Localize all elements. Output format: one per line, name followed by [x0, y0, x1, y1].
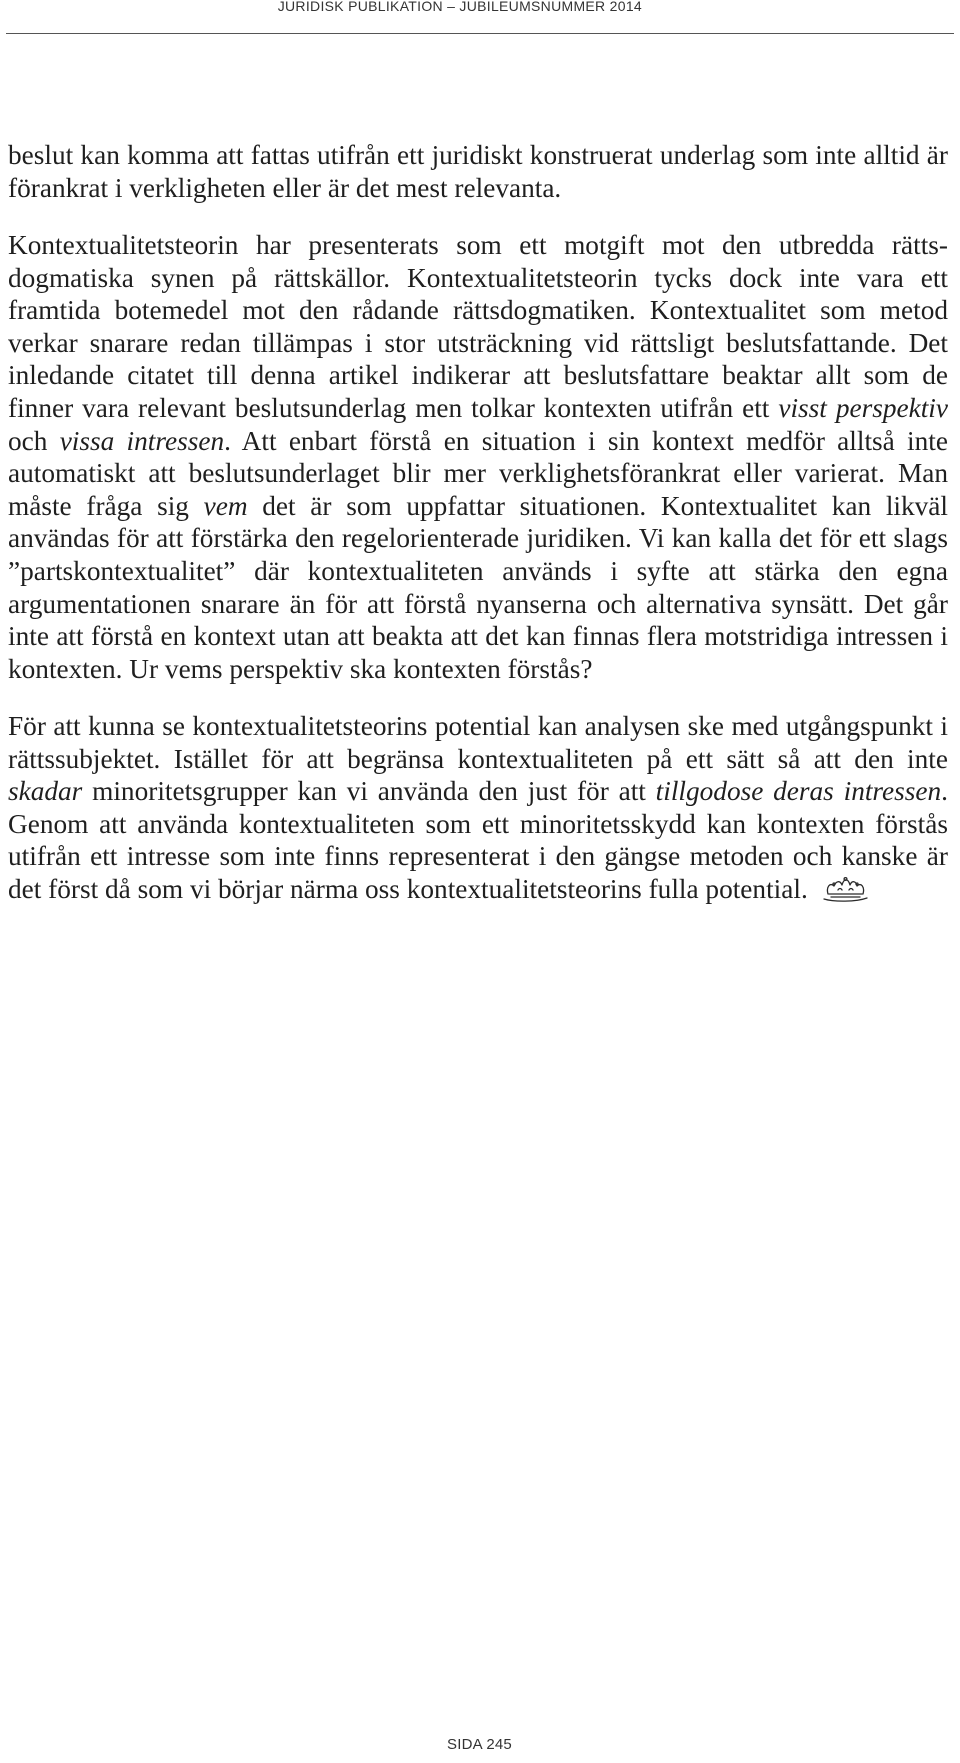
paragraph-text: minoritetsgrupper kan vi använda den just för att: [82, 776, 656, 807]
italic-phrase: vem: [203, 490, 248, 521]
page-number: SIDA 245: [447, 1736, 512, 1753]
paragraph-text: och: [8, 425, 60, 456]
publication-title: JURIDISK PUBLIKATION – JUBILEUMSNUMMER 2014: [277, 0, 642, 14]
italic-phrase: tillgodose deras intressen: [655, 776, 942, 807]
paragraph-text: . Att enbart förstå en situation i sin kontext medför alltså inte automatiskt att beslutsunderlaget blir mer verklighetsförankrat eller varierat. Man måste fråga sig: [8, 425, 948, 521]
italic-phrase: vissa intressen: [59, 425, 225, 456]
paragraph-text: För att kunna se kontextualitetsteorins potential kan analysen ske med utgångspunkt i rättssubjektet. Istället för att begränsa kontextualiteten på ett sätt så att den inte: [8, 711, 948, 774]
paragraph-text: Kontextualitetsteorin har presenterats som ett motgift mot den utbredda rättsdogmatiska synen på rättskällor. Kontextualitetsteorin tycks dock inte vara ett framtida botemedel mot den rådande rättsdogmatiken. Kontextualitet som metod verkar snarare redan tillämpas i stor utsträckning vid rättsligt beslutsfattande. Det inledande citatet till denna artikel indikerar att beslutsfattare beaktar allt som de finner vara relevant beslutsunderlag men tolkar kontexten utifrån ett: [8, 230, 948, 423]
italic-phrase: skadar: [8, 776, 83, 807]
page-footer: [0, 1736, 960, 1763]
italic-phrase: visst perspektiv: [778, 392, 948, 423]
header-divider: [6, 33, 954, 34]
article-paragraph-1: [8, 139, 948, 204]
paragraph-text: beslut kan komma att fattas utifrån ett juridiskt konstruerat underlag som inte alltid är förankrat i verkligheten eller är det mest relevanta.: [8, 140, 948, 203]
paragraph-text: det är som uppfattar situationen. Kontextualitet kan likväl användas för att förstärka den regelorienterade juridiken. Vi kan kalla det för ett slags ”partskontextualitet” där kontextualiteten används i syfte att stärka den egna argumentationen snarare än för att förstå nyanserna och alternativa synsätt. Det går inte att förstå en kontext utan att beakta att det kan finnas flera motstridiga intressen i kontexten. Ur vems perspektiv ska kontexten förstås?: [8, 490, 948, 684]
article-paragraph-2: [8, 229, 948, 685]
running-header: [0, 0, 960, 36]
crown-ornament-icon: [820, 876, 870, 902]
paragraph-text: . Genom att använda kontextualiteten som ett minoritetsskydd kan kontexten förstås utifrån ett intresse som inte finns representerat i den gängse metoden och kanske är det först då som vi börjar närma oss kontextualitetsteorins fulla potential.: [8, 776, 948, 904]
article-paragraph-3: [8, 710, 948, 906]
